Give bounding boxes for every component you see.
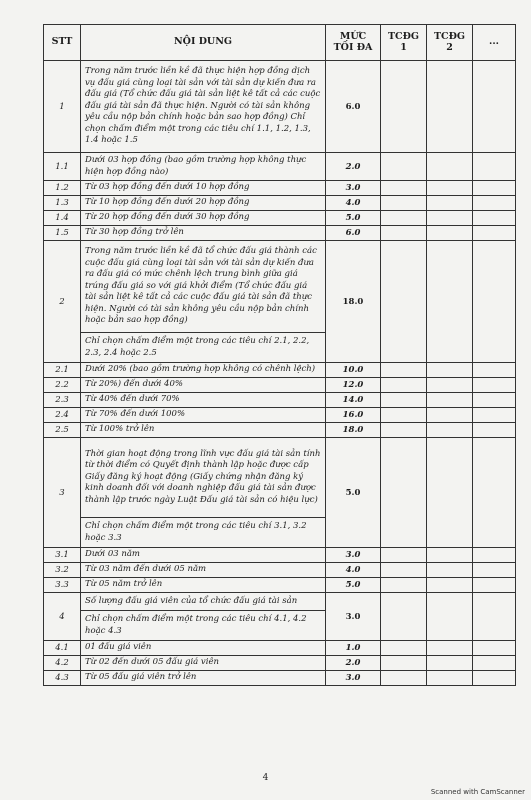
row-content: Trong năm trước liền kề đã thực hiện hợp đồng dịch vụ đấu giá cùng loại tài sản với tài sản dự kiến đưa ra đấu giá (Tổ chức đấu giá tài sản liệt kê tất cả các cuộc đấu giá tài sản đã thực hiện. Người có tài sản không yêu cầu nộp bản chính hoặc bản sao hợp đồng) Chỉ chọn chấm điểm một trong các tiêu chí 1.1, 1.2, 1.3, 1.4 hoặc 1.5 [81, 61, 326, 153]
row-tcdg-1 [381, 671, 427, 686]
row-tcdg-2 [427, 241, 473, 363]
table-row [44, 548, 516, 563]
row-content: Thời gian hoạt động trong lĩnh vực đấu giá tài sản tính từ thời điểm có Quyết định thành lập hoặc được cấp Giấy đăng ký hoạt động (Giấy chứng nhận đăng ký kinh doanh đối với doanh nghiệp đấu giá tài sản được thành lập trước ngày Luật Đấu giá tài sản có hiệu lực) [81, 438, 326, 518]
row-stt: 2.4 [44, 408, 81, 423]
row-more [473, 363, 516, 378]
row-tcdg-1 [381, 593, 427, 641]
table-row [44, 363, 516, 378]
row-max-score: 2.0 [326, 153, 381, 181]
row-more [473, 423, 516, 438]
row-stt: 1.3 [44, 196, 81, 211]
row-stt: 1 [44, 61, 81, 153]
row-content: Từ 02 đến dưới 05 đấu giá viên [81, 656, 326, 671]
row-more [473, 656, 516, 671]
row-content: Số lượng đấu giá viên của tổ chức đấu giá tài sản [81, 593, 326, 611]
table-row [44, 641, 516, 656]
row-content: Từ 100% trở lên [81, 423, 326, 438]
row-tcdg-2 [427, 181, 473, 196]
header-tcdg-1: TCĐG 1 [381, 25, 427, 61]
header-max-score: MỨC TỐI ĐA [326, 25, 381, 61]
row-more [473, 563, 516, 578]
row-tcdg-2 [427, 548, 473, 563]
header-row [44, 25, 516, 61]
table-row [44, 593, 516, 611]
table-row [44, 181, 516, 196]
row-stt: 3.3 [44, 578, 81, 593]
row-more [473, 671, 516, 686]
row-content: Từ 20 hợp đồng đến dưới 30 hợp đồng [81, 211, 326, 226]
row-tcdg-2 [427, 408, 473, 423]
row-stt: 1.2 [44, 181, 81, 196]
row-tcdg-2 [427, 641, 473, 656]
row-max-score: 14.0 [326, 393, 381, 408]
table-row [44, 153, 516, 181]
row-sub-content: Chỉ chọn chấm điểm một trong các tiêu chí 4.1, 4.2 hoặc 4.3 [81, 611, 326, 641]
header-more: ... [473, 25, 516, 61]
row-tcdg-2 [427, 378, 473, 393]
row-more [473, 548, 516, 563]
row-tcdg-1 [381, 563, 427, 578]
row-max-score: 10.0 [326, 363, 381, 378]
row-max-score: 12.0 [326, 378, 381, 393]
header-stt: STT [44, 25, 81, 61]
row-tcdg-1 [381, 378, 427, 393]
row-max-score: 5.0 [326, 578, 381, 593]
row-tcdg-1 [381, 153, 427, 181]
row-content: Từ 40% đến dưới 70% [81, 393, 326, 408]
row-tcdg-1 [381, 548, 427, 563]
scanner-watermark: Scanned with CamScanner [430, 788, 525, 796]
row-content: Từ 10 hợp đồng đến dưới 20 hợp đồng [81, 196, 326, 211]
row-max-score: 4.0 [326, 196, 381, 211]
row-more [473, 241, 516, 363]
row-more [473, 378, 516, 393]
table-row [44, 61, 516, 153]
row-tcdg-2 [427, 61, 473, 153]
row-stt: 4 [44, 593, 81, 641]
row-content: Từ 30 hợp đồng trở lên [81, 226, 326, 241]
table-row [44, 563, 516, 578]
row-tcdg-1 [381, 423, 427, 438]
row-content: Trong năm trước liền kề đã tổ chức đấu giá thành các cuộc đấu giá cùng loại tài sản với tài sản dự kiến đưa ra đấu giá có mức chênh lệch trung bình giữa giá trúng đấu giá so với giá khởi điểm (Tổ chức đấu giá tài sản liệt kê tất cả các cuộc đấu giá tài sản đã thực hiện. Người có tài sản không yêu cầu nộp bản chính hoặc bản sao hợp đồng) [81, 241, 326, 333]
row-content: Dưới 03 hợp đồng (bao gồm trường hợp không thực hiện hợp đồng nào) [81, 153, 326, 181]
row-tcdg-2 [427, 578, 473, 593]
row-stt: 1.1 [44, 153, 81, 181]
row-content: Từ 70% đến dưới 100% [81, 408, 326, 423]
row-content: Từ 05 năm trở lên [81, 578, 326, 593]
row-more [473, 153, 516, 181]
row-more [473, 211, 516, 226]
row-stt: 4.2 [44, 656, 81, 671]
header-content: NỘI DUNG [81, 25, 326, 61]
table-row [44, 196, 516, 211]
row-stt: 2.5 [44, 423, 81, 438]
table-row [44, 241, 516, 333]
row-more [473, 196, 516, 211]
table-row [44, 438, 516, 518]
row-stt: 2.2 [44, 378, 81, 393]
table-row [44, 226, 516, 241]
row-max-score: 16.0 [326, 408, 381, 423]
table-row [44, 393, 516, 408]
row-max-score: 5.0 [326, 438, 381, 548]
row-more [473, 593, 516, 641]
row-tcdg-2 [427, 393, 473, 408]
row-tcdg-2 [427, 153, 473, 181]
row-tcdg-1 [381, 211, 427, 226]
row-stt: 1.4 [44, 211, 81, 226]
row-more [473, 393, 516, 408]
row-content: Từ 03 năm đến dưới 05 năm [81, 563, 326, 578]
row-max-score: 6.0 [326, 61, 381, 153]
table-row [44, 671, 516, 686]
row-tcdg-2 [427, 211, 473, 226]
row-tcdg-1 [381, 393, 427, 408]
row-tcdg-1 [381, 196, 427, 211]
row-tcdg-2 [427, 563, 473, 578]
row-content: Từ 05 đấu giá viên trở lên [81, 671, 326, 686]
row-more [473, 181, 516, 196]
row-tcdg-2 [427, 196, 473, 211]
row-tcdg-1 [381, 641, 427, 656]
row-max-score: 3.0 [326, 548, 381, 563]
table-row [44, 423, 516, 438]
row-tcdg-2 [427, 226, 473, 241]
row-more [473, 641, 516, 656]
row-more [473, 61, 516, 153]
row-max-score: 2.0 [326, 656, 381, 671]
row-more [473, 578, 516, 593]
row-more [473, 408, 516, 423]
table-row [44, 211, 516, 226]
row-stt: 3.1 [44, 548, 81, 563]
row-tcdg-1 [381, 363, 427, 378]
row-stt: 3 [44, 438, 81, 548]
row-stt: 2.3 [44, 393, 81, 408]
row-max-score: 18.0 [326, 423, 381, 438]
row-tcdg-1 [381, 226, 427, 241]
row-content: 01 đấu giá viên [81, 641, 326, 656]
page-number: 4 [262, 773, 269, 783]
table-row [44, 656, 516, 671]
row-sub-content: Chỉ chọn chấm điểm một trong các tiêu chí 3.1, 3.2 hoặc 3.3 [81, 518, 326, 548]
row-tcdg-1 [381, 181, 427, 196]
row-stt: 4.3 [44, 671, 81, 686]
table-row [44, 408, 516, 423]
row-tcdg-1 [381, 656, 427, 671]
row-tcdg-2 [427, 656, 473, 671]
table-row [44, 578, 516, 593]
row-tcdg-2 [427, 363, 473, 378]
criteria-table [43, 24, 516, 686]
row-max-score: 1.0 [326, 641, 381, 656]
row-stt: 4.1 [44, 641, 81, 656]
row-max-score: 3.0 [326, 593, 381, 641]
row-tcdg-2 [427, 593, 473, 641]
header-tcdg-2: TCĐG 2 [427, 25, 473, 61]
row-stt: 2 [44, 241, 81, 363]
row-max-score: 6.0 [326, 226, 381, 241]
row-tcdg-2 [427, 438, 473, 548]
row-content: Dưới 20% (bao gồm trường hợp không có chênh lệch) [81, 363, 326, 378]
row-tcdg-2 [427, 671, 473, 686]
row-stt: 1.5 [44, 226, 81, 241]
row-tcdg-1 [381, 438, 427, 548]
row-max-score: 18.0 [326, 241, 381, 363]
row-content: Dưới 03 năm [81, 548, 326, 563]
row-sub-content: Chỉ chọn chấm điểm một trong các tiêu chí 2.1, 2.2, 2.3, 2.4 hoặc 2.5 [81, 333, 326, 363]
row-content: Từ 20%) đến dưới 40% [81, 378, 326, 393]
row-content: Từ 03 hợp đồng đến dưới 10 hợp đồng [81, 181, 326, 196]
row-tcdg-1 [381, 61, 427, 153]
row-stt: 3.2 [44, 563, 81, 578]
row-tcdg-1 [381, 241, 427, 363]
table-row [44, 378, 516, 393]
row-max-score: 3.0 [326, 671, 381, 686]
row-tcdg-2 [427, 423, 473, 438]
row-max-score: 3.0 [326, 181, 381, 196]
row-max-score: 4.0 [326, 563, 381, 578]
row-more [473, 226, 516, 241]
row-max-score: 5.0 [326, 211, 381, 226]
row-tcdg-1 [381, 578, 427, 593]
row-tcdg-1 [381, 408, 427, 423]
row-stt: 2.1 [44, 363, 81, 378]
row-more [473, 438, 516, 548]
